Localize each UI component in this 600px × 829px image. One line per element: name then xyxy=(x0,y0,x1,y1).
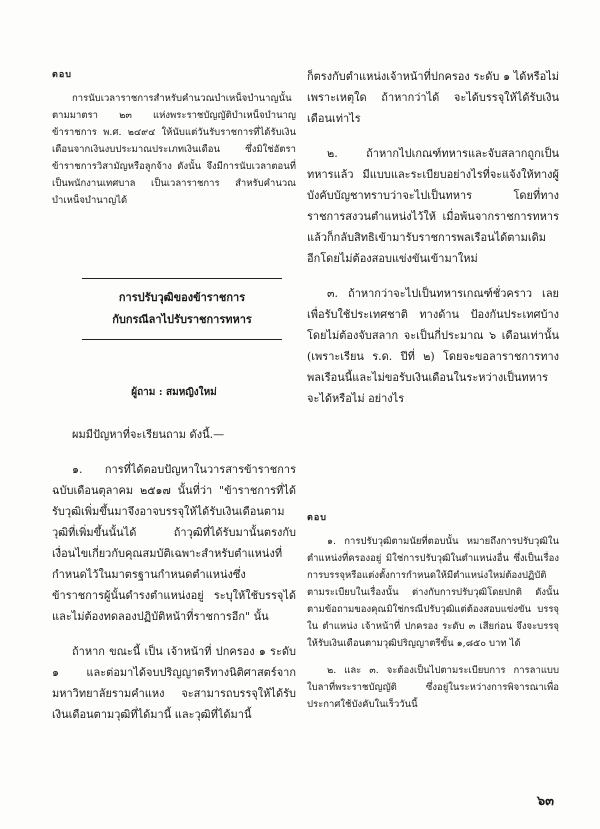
question-body-left xyxy=(52,424,296,739)
left-answer-block xyxy=(52,66,296,209)
answer-paragraph: การนับเวลาราชการสำหรับคำนวณบำเหน็จบำนาญนั้นตามมาตรา ๒๓ แห่งพระราชบัญญัติบำเหน็จบำนาญข้าราชการ พ.ศ. ๒๔๙๔ ให้นับแต่วันรับราชการที่ได้รับเงินเดือนจากเงินงบประมาณประเภทเงินเดือน ซึ่งมิใช่อัตราข้าราชการวิสามัญหรือลูกจ้าง ดังนั้น จึงมีการนับเวลาตอนที่เป็นพนักงานเทศบาล เป็นเวลาราชการ สำหรับคำนวณบำเหน็จบำนาญได้ xyxy=(52,93,296,206)
question-item-1-continued: ถ้าหาก ขณะนี้ เป็น เจ้าหน้าที่ ปกครอง ๑ ระดับ ๑ และต่อมาได้จบปริญญาตรีทางนิติศาสตร์จากมหาวิทยาลัยรามคำแหง จะสามารถบรรจุให้ได้รับเงินเดือนตามวุฒิที่ได้มานี้ และวุฒิที่ได้มานี้ xyxy=(52,645,296,721)
answer-label: ตอบ xyxy=(52,70,72,80)
answer-label-2: ตอบ xyxy=(307,513,327,523)
article-title-line-2: กับกรณีลาไปรับราชการทหาร xyxy=(112,313,252,326)
question-item-3: ๓. ถ้าหากว่าจะไปเป็นทหารเกณฑ์ชั่วคราว เลยเพื่อรับใช้ประเทศชาติ ทางด้าน ป้องกันประเทศบ้าง โดยไม่ต้องจับสลาก จะเป็นกี่ประมาณ ๖ เดือนเท่านั้น (เพราะเรียน ร.ด. ปีที่ ๒) โดยจะขอลาราชการทางพลเรือนนี้และไม่ขอรับเงินเดือนในระหว่างเป็นทหารจะได้หรือไม่ อย่างไร xyxy=(307,287,559,405)
question-item-2: ๒. ถ้าหากไปเกณฑ์ทหารและจับสลากถูกเป็นทหารแล้ว มีแบบและระเบียบอย่างไรที่จะแจ้งให้ทางผู้บังคับบัญชาทราบว่าจะไปเป็นทหาร โดยที่ทางราชการสงวนตำแหน่งไว้ให้ เมื่อพ้นจากราชการทหาร แล้วก็กลับสิทธิเข้ามารับราชการพลเรือนได้ตามเดิมอีกโดยไม่ต้องสอบแข่งขันเข้ามาใหม่ xyxy=(307,147,559,265)
page-number: ๖๓ xyxy=(536,794,554,809)
question-body-right xyxy=(307,66,559,409)
article-title-box xyxy=(82,278,282,340)
question-item-1-end: ก็ตรงกับตำแหน่งเจ้าหน้าที่ปกครอง ระดับ ๑ ได้หรือไม่ เพราะเหตุใด ถ้าหากว่าได้ จะได้บรรจุให้ได้รับเงินเดือนเท่าไร xyxy=(307,70,559,125)
answer-item-1: ๑. การปรับวุฒิตามนัยที่ตอบนั้น หมายถึงการปรับวุฒิในตำแหน่งที่ครองอยู่ มิใช่การปรับวุฒิในตำแหน่งอื่น ซึ่งเป็นเรื่องการบรรจุหรือแต่งตั้งการกำหนดให้มีตำแหน่งใหม่ต้องปฏิบัติตามระเบียบในเรื่องนั้น ต่างกับการปรับวุฒิโดยปกติ ดังนั้น ตามข้อถามของคุณมิใช่กรณีปรับวุฒิแต่ต้องสอบแข่งขัน บรรจุใน ตำแหน่ง เจ้าหน้าที่ ปกครอง ระดับ ๓ เสียก่อน จึงจะบรรจุให้รับเงินเดือนตามวุฒิปริญญาตรีขั้น ๑,๘๕๐ บาท ได้ xyxy=(307,536,559,649)
answer-block-right xyxy=(307,510,559,723)
article-author: ผู้ถาม : สมหญิงใหม่ xyxy=(131,387,217,398)
answer-item-2-3: ๒. และ ๓. จะต้องเป็นไปตามระเบียบการ การลาแบบใบลาที่พระราชบัญญัติ ซึ่งอยู่ในระหว่างการพิจารณาเพื่อประกาศใช้บังคับในเร็ววันนี้ xyxy=(307,665,559,710)
question-item-1: ๑. การที่ได้ตอบปัญหาในวารสารข้าราชการฉบับเดือนตุลาคม ๒๕๑๗ นั้นที่ว่า "ข้าราชการที่ได้รับวุฒิเพิ่มขึ้นมาจึงอาจบรรจุให้ได้รับเงินเดือนตามวุฒิที่เพิ่มขึ้นนั้นได้ ถ้าวุฒิที่ได้รับมานั้นตรงกับเงื่อนไขเกี่ยวกับคุณสมบัติเฉพาะสำหรับตำแหน่งที่กำหนดไว้ในมาตรฐานกำหนดตำแหน่งซึ่งข้าราชการผู้นั้นดำรงตำแหน่งอยู่ ระบุให้ใช้บรรจุได้และไม่ต้องทดลองปฏิบัติหน้าที่ราชการอีก" นั้น xyxy=(52,463,296,623)
question-intro: ผมมีปัญหาที่จะเรียนถาม ดังนี้.— xyxy=(72,428,225,441)
article-title-line-1: การปรับวุฒิของข้าราชการ xyxy=(118,291,246,304)
